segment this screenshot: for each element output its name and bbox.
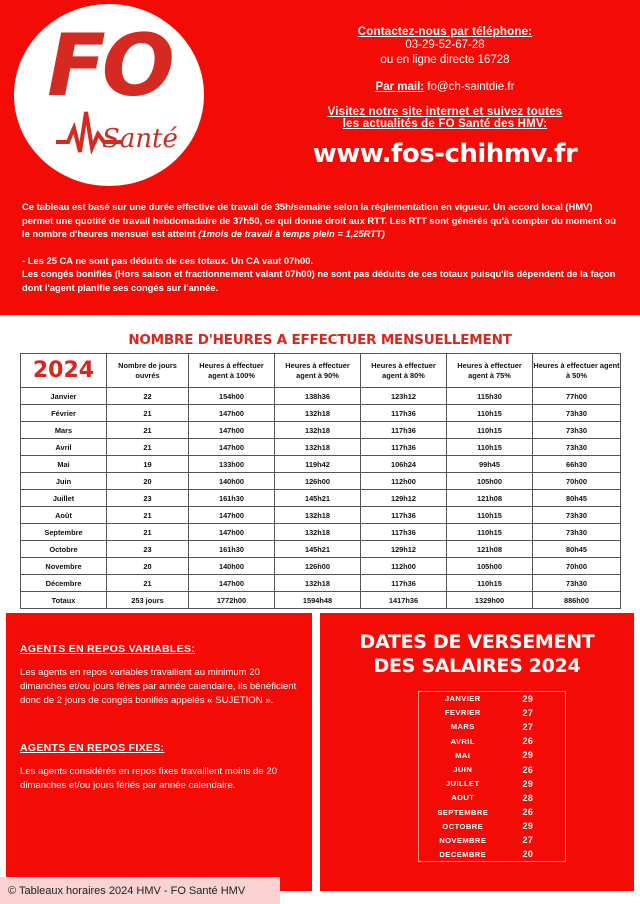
list-item: [419, 762, 566, 776]
table-row: [21, 524, 621, 541]
cell-month: Octobre: [21, 541, 107, 558]
spacer-2: [250, 93, 640, 106]
cell-h75: 110h15: [447, 524, 533, 541]
cell-h75: 121h08: [447, 490, 533, 507]
table-row: [21, 473, 621, 490]
cell-h50: 80h45: [533, 541, 621, 558]
cell-h90: 132h18: [275, 575, 361, 592]
cell-total-days: 253 jours: [107, 592, 189, 609]
salaire-month: MARS: [450, 722, 475, 732]
table-row: [21, 558, 621, 575]
cell-h80: 123h12: [361, 388, 447, 405]
cell-total-h50: 886h00: [533, 592, 621, 609]
cell-h100: 147h00: [189, 575, 275, 592]
cell-h80: 106h24: [361, 456, 447, 473]
salaire-month: JANVIER: [444, 694, 481, 704]
intro-paragraph-3: Les congés bonifiés (Hors saison et fractionnement valant 07h00) ne sont pas déduits de ces totaux puisqu'ils dépendent de la façon dont l'agent planifie ses congés sur l'année.: [22, 268, 616, 293]
cell-h80: 129h12: [361, 541, 447, 558]
cell-h80: 112h00: [361, 558, 447, 575]
salaires-table: [418, 691, 566, 862]
cell-h50: 70h00: [533, 558, 621, 575]
cell-h50: 77h00: [533, 388, 621, 405]
cell-h50: 73h30: [533, 524, 621, 541]
cell-h80: 129h12: [361, 490, 447, 507]
cell-h100: 154h00: [189, 388, 275, 405]
cell-h100: 147h00: [189, 507, 275, 524]
logo-fo-text: FO: [47, 16, 171, 116]
repos-fixes-title: AGENTS EN REPOS FIXES:: [20, 742, 165, 754]
status-bar: [0, 877, 280, 904]
cell-h50: 73h30: [533, 507, 621, 524]
repos-fixes-block: [20, 742, 305, 793]
salaire-month: JUILLET: [445, 779, 480, 789]
salaire-day: 28: [522, 792, 534, 803]
cell-h50: 80h45: [533, 490, 621, 507]
salaire-month: FEVRIER: [444, 708, 481, 718]
col-header-90: Heures à effectuer agent à 90%: [275, 354, 361, 388]
website-url[interactable]: www.fos-chihmv.fr: [312, 139, 578, 169]
cell-h80: 117h36: [361, 405, 447, 422]
salaire-day: 27: [522, 835, 534, 846]
cell-h75: 121h08: [447, 541, 533, 558]
cell-month: Novembre: [21, 558, 107, 575]
cell-h80: 117h36: [361, 507, 447, 524]
cell-h50: 73h30: [533, 405, 621, 422]
cell-h90: 138h36: [275, 388, 361, 405]
cell-month: Février: [21, 405, 107, 422]
cell-total-h90: 1594h48: [275, 592, 361, 609]
salaire-day: 29: [522, 821, 534, 832]
col-header-75: Heures à effectuer agent à 75%: [447, 354, 533, 388]
salaire-month: AVRIL: [450, 736, 475, 746]
table-row: [21, 575, 621, 592]
cell-days: 19: [107, 456, 189, 473]
cell-month: Avril: [21, 439, 107, 456]
salaire-month: SEPTEMBRE: [437, 807, 489, 817]
salaire-month: JUIN: [453, 765, 473, 775]
repos-variables-body: Les agents en repos variables travaillent au minimum 20 dimanches et/ou jours fériés par année calendaire, ils bénéficient donc de 2 jours de congés bonifiés appelés « SUJETION ».: [20, 667, 297, 706]
cell-h100: 140h00: [189, 558, 275, 575]
salaire-month: DECEMBRE: [439, 849, 487, 859]
cell-h90: 145h21: [275, 490, 361, 507]
cell-h75: 110h15: [447, 575, 533, 592]
cell-h100: 147h00: [189, 405, 275, 422]
cell-h80: 117h36: [361, 422, 447, 439]
cell-days: 21: [107, 507, 189, 524]
col-header-50: Heures à effectuer agent à 50%: [533, 354, 621, 388]
cell-days: 23: [107, 490, 189, 507]
cell-h50: 73h30: [533, 439, 621, 456]
table-row: [21, 388, 621, 405]
cell-total-month: Totaux: [21, 592, 107, 609]
cell-days: 22: [107, 388, 189, 405]
cell-h100: 147h00: [189, 422, 275, 439]
cell-h80: 117h36: [361, 439, 447, 456]
list-item: [419, 848, 566, 862]
list-item: [419, 805, 566, 819]
cell-total-h100: 1772h00: [189, 592, 275, 609]
cell-h100: 140h00: [189, 473, 275, 490]
salaires-title: [320, 630, 634, 678]
salaire-month: MAI: [455, 750, 471, 760]
cell-h75: 110h15: [447, 439, 533, 456]
cell-h75: 110h15: [447, 507, 533, 524]
salaire-day: 26: [522, 807, 534, 818]
list-item: [419, 734, 566, 748]
cell-total-h75: 1329h00: [447, 592, 533, 609]
cell-h100: 161h30: [189, 541, 275, 558]
repos-panel: [6, 613, 312, 891]
salaire-month: AOUT: [451, 793, 475, 803]
salaire-day: 27: [522, 721, 534, 732]
cell-month: Septembre: [21, 524, 107, 541]
cell-h90: 126h00: [275, 558, 361, 575]
cell-h80: 117h36: [361, 524, 447, 541]
cell-h75: 110h15: [447, 405, 533, 422]
salaire-day: 29: [522, 750, 534, 761]
cell-month: Mai: [21, 456, 107, 473]
cell-days: 23: [107, 541, 189, 558]
cell-month: Mars: [21, 422, 107, 439]
salaire-day: 27: [522, 707, 534, 718]
list-item: [419, 706, 566, 720]
list-item: [419, 819, 566, 833]
repos-variables-title: AGENTS EN REPOS VARIABLES:: [20, 643, 196, 655]
cell-h90: 145h21: [275, 541, 361, 558]
hours-table-section: [0, 315, 640, 613]
salaires-panel: [320, 613, 634, 891]
cell-h50: 73h30: [533, 575, 621, 592]
cell-h75: 115h30: [447, 388, 533, 405]
cell-h50: 66h30: [533, 456, 621, 473]
cell-h100: 147h00: [189, 524, 275, 541]
list-item: [419, 692, 566, 706]
hours-table-title: NOMBRE D'HEURES A EFFECTUER MENSUELLEMENT: [128, 332, 512, 348]
repos-inner: [20, 643, 305, 793]
site-label-line1: Visitez notre site internet et suivez toutes: [327, 106, 563, 118]
salaire-day: 26: [522, 736, 534, 747]
cell-days: 21: [107, 575, 189, 592]
cell-h80: 112h00: [361, 473, 447, 490]
status-bar-text: © Tableaux horaires 2024 HMV - FO Santé HMV: [8, 884, 246, 897]
cell-month: Janvier: [21, 388, 107, 405]
cell-h90: 126h00: [275, 473, 361, 490]
mail-row: [250, 81, 640, 93]
col-header-80: Heures à effectuer agent à 80%: [361, 354, 447, 388]
cell-month: Juillet: [21, 490, 107, 507]
list-item: [419, 833, 566, 847]
cell-h90: 119h42: [275, 456, 361, 473]
table-row: [21, 422, 621, 439]
table-row-totals: [21, 592, 621, 609]
site-label-line2: les actualités de FO Santé des HMV:: [342, 118, 548, 130]
cell-h90: 132h18: [275, 405, 361, 422]
salaire-day: 26: [522, 764, 534, 775]
cell-h75: 99h45: [447, 456, 533, 473]
table-row: [21, 456, 621, 473]
mail-label: Par mail:: [375, 81, 425, 93]
cell-h90: 132h18: [275, 422, 361, 439]
mail-address[interactable]: fo@ch-saintdie.fr: [427, 81, 515, 93]
cell-days: 21: [107, 405, 189, 422]
salaire-month: OCTOBRE: [442, 821, 484, 831]
salaires-title-line2: DES SALAIRES 2024: [373, 655, 581, 677]
cell-days: 21: [107, 439, 189, 456]
phone-label: Contactez-nous par téléphone:: [357, 26, 533, 38]
logo-sante-text: Santé: [102, 124, 178, 154]
table-row: [21, 507, 621, 524]
cell-h75: 105h00: [447, 473, 533, 490]
phone-number: 03-29-52-67-28: [405, 39, 485, 51]
col-header-100: Heures à effectuer agent à 100%: [189, 354, 275, 388]
cell-days: 21: [107, 524, 189, 541]
salaire-month: NOVEMBRE: [439, 835, 487, 845]
contact-block: [250, 26, 640, 169]
hours-table-header-row: [21, 354, 621, 388]
table-row: [21, 541, 621, 558]
cell-h50: 70h00: [533, 473, 621, 490]
salaire-day: 29: [522, 778, 534, 789]
hours-table-body: [21, 388, 621, 609]
cell-h75: 110h15: [447, 422, 533, 439]
cell-h90: 132h18: [275, 507, 361, 524]
cell-month: Décembre: [21, 575, 107, 592]
col-header-days: Nombre de jours ouvrés: [107, 354, 189, 388]
cell-h90: 132h18: [275, 524, 361, 541]
cell-h100: 133h00: [189, 456, 275, 473]
cell-total-h80: 1417h36: [361, 592, 447, 609]
cell-month: Juin: [21, 473, 107, 490]
hours-table: [20, 353, 621, 609]
list-item: [419, 748, 566, 762]
salaires-table-body: [419, 692, 566, 862]
table-row: [21, 439, 621, 456]
intro-paragraph-2: - Les 25 CA ne sont pas déduits de ces totaux. Un CA vaut 07h00.: [22, 254, 314, 266]
fo-sante-logo: [14, 4, 204, 186]
intro-p1-main: Ce tableau est basé sur une durée effective de travail de 35h/semaine selon la réglementation en vigueur. Un accord local (HMV) permet une quotité de travail hebdomadaire de 37h50, ce qui donne droit aux RTT. Les RTT sont générés qu'à compter du moment où le nombre d'heures mensuel est atteint: [22, 201, 616, 239]
cell-h75: 105h00: [447, 558, 533, 575]
cell-h50: 73h30: [533, 422, 621, 439]
list-item: [419, 720, 566, 734]
intro-p1-emphasis: (1mois de travail à temps plein = 1,25RTT): [198, 228, 385, 239]
cell-days: 20: [107, 473, 189, 490]
cell-month: Août: [21, 507, 107, 524]
salaire-day: 20: [522, 849, 534, 860]
salaire-day: 29: [522, 693, 534, 704]
spacer: [250, 68, 640, 81]
hours-table-year: 2024: [21, 354, 107, 388]
direct-line: ou en ligne directe 16728: [380, 54, 510, 66]
header-banner: [0, 0, 640, 315]
cell-days: 21: [107, 422, 189, 439]
cell-h90: 132h18: [275, 439, 361, 456]
table-row: [21, 405, 621, 422]
cell-h80: 117h36: [361, 575, 447, 592]
cell-days: 20: [107, 558, 189, 575]
repos-fixes-body: Les agents considérés en repos fixes travaillent moins de 20 dimanches et/ou jours fériés par année calendaire.: [20, 766, 278, 791]
intro-text: [22, 200, 622, 294]
cell-h100: 161h30: [189, 490, 275, 507]
list-item: [419, 777, 566, 791]
intro-paragraph-1: [22, 200, 622, 241]
list-item: [419, 791, 566, 805]
salaires-title-line1: DATES DE VERSEMENT: [359, 631, 595, 653]
table-row: [21, 490, 621, 507]
cell-h100: 147h00: [189, 439, 275, 456]
